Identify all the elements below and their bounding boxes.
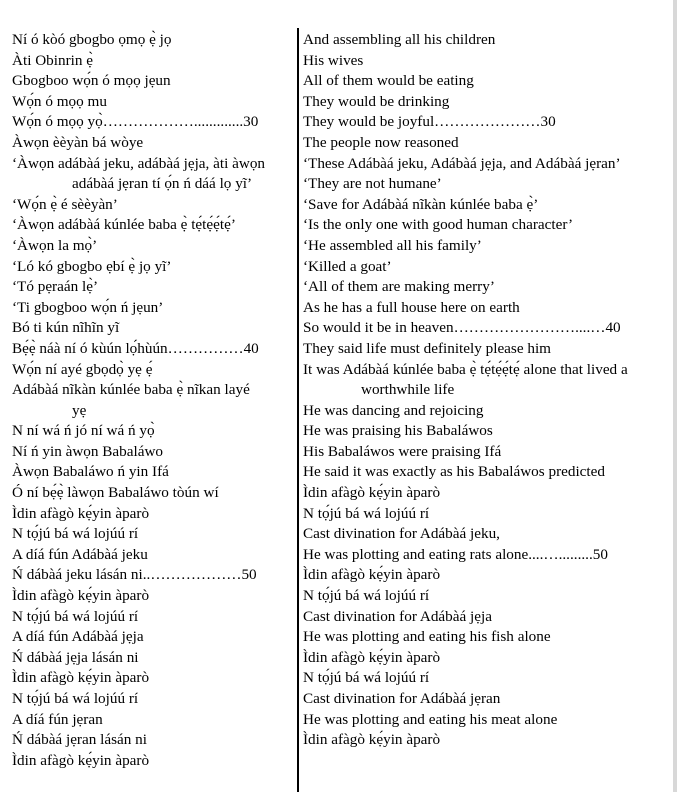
yoruba-line: Gbogboo wọ́n ó mọọ jẹun [12,72,171,90]
yoruba-line: Ó ní bẹ́ẹ̀ làwọn Babaláwo tòún wí [12,484,219,502]
yoruba-line: adábàá jẹran tí ọ́n ń dáá lọ yĩ’ [72,175,253,193]
column-divider [297,28,299,792]
english-line: He was dancing and rejoicing [303,401,484,419]
yoruba-line: N tọ́jú bá wá lojúú rí [12,525,139,543]
yoruba-line: Àwọn Babaláwo ń yin Ifá [12,463,169,481]
page-edge-shadow [673,0,677,792]
yoruba-line: A díá fún jẹran [12,710,103,728]
english-line: ‘Is the only one with good human character’ [303,216,574,234]
english-line: Ìdin afàgò kẹ́yin àparò [303,484,441,502]
english-line: Ìdin afàgò kẹ́yin àparò [303,566,441,584]
english-line: Ìdin afàgò kẹ́yin àparò [303,648,441,666]
english-line: He was plotting and eating rats alone....….........50 [303,545,608,563]
yoruba-line: Wọ́n ó mọọ mu [12,92,107,110]
english-line: His wives [303,51,364,69]
yoruba-line: Ìdin afàgò kẹ́yin àparò [12,587,150,605]
yoruba-line: ‘Wọ́n ẹ̀ é sèèyàn’ [12,195,118,213]
yoruba-line: N ní wá ń jó ní wá ń yọ̀ [12,422,155,440]
english-line: All of them would be eating [303,72,474,90]
yoruba-line: N tọ́jú bá wá lojúú rí [12,690,139,707]
yoruba-line: Ń dábàá jẹran lásán ni [12,731,147,749]
english-line: He was plotting and eating his meat alone [303,710,558,728]
english-line: And assembling all his children [303,31,496,48]
yoruba-text-column [12,30,295,771]
yoruba-line: Ìdin afàgò kẹ́yin àparò [12,504,150,522]
yoruba-line: ‘Ti gbogboo wọ́n ń jẹun’ [12,298,164,316]
english-line: N tọ́jú bá wá lojúú rí [303,504,430,522]
yoruba-line: Ń dábàá jẹja lásán ni [12,648,139,666]
english-line: N tọ́jú bá wá lojúú rí [303,669,430,687]
yoruba-line: Ní ń yin àwọn Babaláwo [12,442,163,460]
english-line: Cast divination for Adábàá jeku, [303,525,500,543]
yoruba-line: ‘Àwọn adábàá jeku, adábàá jẹja, àti àwọn [12,154,266,172]
yoruba-line: ‘Àwọn la mọ̀’ [12,236,98,254]
english-line: ‘They are not humane’ [303,175,442,193]
english-line: ‘All of them are making merry’ [303,278,495,296]
english-line: worthwhile life [361,381,455,399]
yoruba-line: Adábàá nĩkàn kúnlée baba ẹ̀ nĩkan layé [12,381,250,399]
english-line: They would be drinking [303,92,450,110]
yoruba-line: ‘Tó pẹraán lẹ̀’ [12,278,99,296]
english-line: So would it be in heaven……………………....…40 [303,319,621,337]
english-line: The people now reasoned [303,133,459,151]
english-line: It was Adábàá kúnlée baba ẹ̀ tẹ́tẹ́ẹ́tẹ́ alone that lived a [303,360,628,378]
yoruba-line: A díá fún Adábàá jẹja [12,628,144,646]
yoruba-line: Wọ́n ó mọọ yọ̀……………….............30 [12,113,259,131]
yoruba-line: Ìdin afàgò kẹ́yin àparò [12,669,150,687]
english-line: As he has a full house here on earth [303,298,520,316]
english-line: ‘These Adábàá jeku, Adábàá jẹja, and Adábàá jẹran’ [303,154,621,172]
english-line: They would be joyful…………………30 [303,113,556,131]
yoruba-line: Bẹ́ẹ̀ náà ní ó kùún lọ́hùún……………40 [12,339,259,357]
yoruba-line: Ìdin afàgò kẹ́yin àparò [12,751,150,769]
english-line: Cast divination for Adábàá jẹja [303,607,492,625]
yoruba-line: Ní ó kòó gbogbo ọmọ ẹ̀ jọ [12,31,172,48]
yoruba-line: ‘Ló kó gbogbo ẹbí ẹ̀ jọ yĩ’ [12,257,172,275]
english-line: ‘Save for Adábàá nĩkàn kúnlée baba ẹ̀’ [303,195,539,213]
english-line: Ìdin afàgò kẹ́yin àparò [303,731,441,749]
english-line: Cast divination for Adábàá jẹran [303,690,501,707]
english-line: He was plotting and eating his fish alone [303,628,551,646]
yoruba-line: Bó ti kún nĩhĩn yĩ [12,319,120,337]
english-line: They said life must definitely please him [303,339,551,357]
yoruba-line: Ń dábàá jeku lásán ni..………………50 [12,566,257,584]
english-text-column [303,30,675,751]
english-line: He was praising his Babaláwos [303,422,493,440]
yoruba-line: Wọ́n ní ayé gbọdọ̀ yẹ ẹ́ [12,360,153,378]
yoruba-line: A díá fún Adábàá jeku [12,545,148,563]
english-line: N tọ́jú bá wá lojúú rí [303,587,430,605]
english-line: His Babaláwos were praising Ifá [303,442,502,460]
yoruba-line: N tọ́jú bá wá lojúú rí [12,607,139,625]
yoruba-line: Àti Obinrin ẹ̀ [12,51,93,69]
english-line: ‘He assembled all his family’ [303,236,482,254]
yoruba-line: yẹ [72,401,87,419]
english-line: He said it was exactly as his Babaláwos predicted [303,463,605,481]
english-line: ‘Killed a goat’ [303,257,392,275]
yoruba-line: Àwọn èèyàn bá wòye [12,133,144,151]
yoruba-line: ‘Àwọn adábàá kúnlée baba ẹ̀ tẹ́tẹ́ẹ́tẹ́’ [12,216,236,234]
